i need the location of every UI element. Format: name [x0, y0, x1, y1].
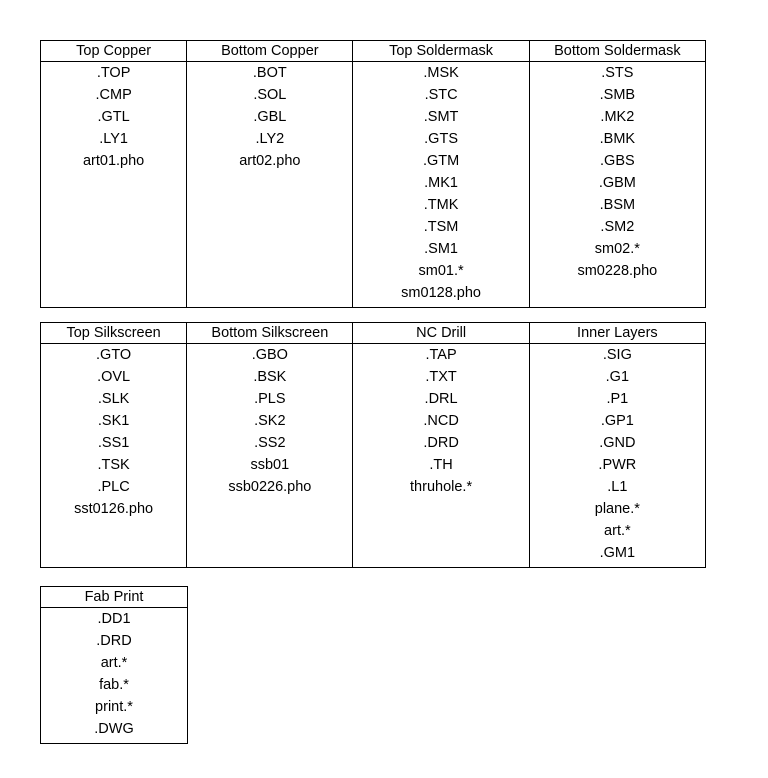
- file-extension: .DRD: [423, 435, 459, 451]
- file-extension: .SMT: [423, 109, 459, 125]
- file-extension: .GND: [599, 435, 636, 451]
- file-extension: .TMK: [423, 197, 459, 213]
- file-extension: .STC: [424, 87, 458, 103]
- file-extension: .TXT: [425, 369, 457, 385]
- file-extension: .GBM: [598, 175, 636, 191]
- file-extension: sm01.*: [418, 263, 464, 279]
- layer-table-silkscreen-drill-inner: [40, 322, 706, 568]
- file-extension: .TSK: [97, 457, 130, 473]
- file-extension: .GBS: [600, 153, 635, 169]
- column-header: Bottom Soldermask: [529, 41, 705, 62]
- file-extension: art.*: [604, 523, 631, 539]
- layer-table-copper-soldermask: [40, 40, 706, 308]
- file-extension: .MSK: [423, 65, 459, 81]
- column-header: NC Drill: [353, 323, 529, 344]
- file-extension: .LY2: [255, 131, 285, 147]
- file-extension: .TAP: [425, 347, 457, 363]
- file-extension: sm0228.pho: [577, 263, 658, 279]
- file-extension: .PWR: [598, 457, 637, 473]
- file-extension: .SK2: [254, 413, 286, 429]
- file-extension: .GM1: [599, 545, 636, 561]
- values-row: [41, 62, 706, 308]
- file-extension: .GBO: [251, 347, 288, 363]
- file-extension: .PLC: [97, 479, 130, 495]
- file-extension: .GTL: [97, 109, 130, 125]
- column-header: Top Soldermask: [353, 41, 529, 62]
- file-extension: .LY1: [99, 131, 128, 147]
- column-values: [41, 608, 188, 744]
- file-extension: sst0126.pho: [74, 501, 154, 517]
- file-extension: .SLK: [97, 391, 130, 407]
- file-extension: .SS1: [97, 435, 130, 451]
- file-extension: art02.pho: [239, 153, 301, 169]
- file-extension: .TOP: [96, 65, 131, 81]
- file-extension: thruhole.*: [410, 479, 473, 495]
- file-extension: .DRD: [96, 633, 132, 649]
- file-extension: .GBL: [253, 109, 287, 125]
- file-extension: art01.pho: [82, 153, 145, 169]
- file-extension: .SS2: [254, 435, 286, 451]
- file-extension: .NCD: [423, 413, 459, 429]
- values-row: [41, 608, 188, 744]
- file-extension: .P1: [606, 391, 629, 407]
- file-extension: .PLS: [254, 391, 286, 407]
- column-header: Fab Print: [41, 587, 188, 608]
- column-values: [41, 62, 187, 308]
- column-header: Inner Layers: [529, 323, 705, 344]
- column-header: Bottom Silkscreen: [187, 323, 353, 344]
- file-extension: .DWG: [94, 721, 134, 737]
- file-extension: art.*: [100, 655, 128, 671]
- file-extension: .CMP: [95, 87, 132, 103]
- values-row: [41, 344, 706, 568]
- file-extension: .DD1: [97, 611, 131, 627]
- column-values: [187, 344, 353, 568]
- file-extension: .MK2: [600, 109, 635, 125]
- header-row: [41, 323, 706, 344]
- file-extension: .SIG: [602, 347, 632, 363]
- file-extension: .SMB: [599, 87, 636, 103]
- file-extension: .GTS: [424, 131, 458, 147]
- file-extension: .BSM: [599, 197, 636, 213]
- file-extension: .STS: [601, 65, 634, 81]
- file-extension: .OVL: [97, 369, 131, 385]
- file-extension: .SM2: [600, 219, 635, 235]
- file-extension: .GTO: [96, 347, 132, 363]
- file-extension: plane.*: [594, 501, 640, 517]
- file-extension: sm02.*: [594, 241, 640, 257]
- file-extension: .GTM: [422, 153, 460, 169]
- file-extension: sm0128.pho: [401, 285, 481, 301]
- file-extension: ssb0226.pho: [228, 479, 312, 495]
- column-header: Top Copper: [41, 41, 187, 62]
- column-values: [529, 344, 705, 568]
- file-extension: .SM1: [424, 241, 458, 257]
- column-header: Top Silkscreen: [41, 323, 187, 344]
- file-extension: .GP1: [600, 413, 634, 429]
- file-extension: .BSK: [253, 369, 287, 385]
- column-values: [41, 344, 187, 568]
- file-extension: .MK1: [424, 175, 458, 191]
- column-header: Bottom Copper: [187, 41, 353, 62]
- file-extension: fab.*: [99, 677, 129, 693]
- file-extension: .DRL: [424, 391, 458, 407]
- file-extension: .SK1: [97, 413, 130, 429]
- file-extension: .G1: [605, 369, 630, 385]
- file-extension: .BOT: [252, 65, 287, 81]
- file-extension: .TSM: [423, 219, 459, 235]
- column-values: [353, 344, 529, 568]
- column-values: [187, 62, 353, 308]
- header-row: [41, 587, 188, 608]
- header-row: [41, 41, 706, 62]
- file-extension: .L1: [607, 479, 628, 495]
- column-values: [353, 62, 529, 308]
- file-extension: .TH: [429, 457, 453, 473]
- column-values: [529, 62, 705, 308]
- file-extension: ssb01: [250, 457, 290, 473]
- layer-table-fab-print: [40, 586, 188, 744]
- file-extension: print.*: [95, 699, 133, 715]
- file-extension: .SOL: [253, 87, 287, 103]
- file-extension: .BMK: [599, 131, 636, 147]
